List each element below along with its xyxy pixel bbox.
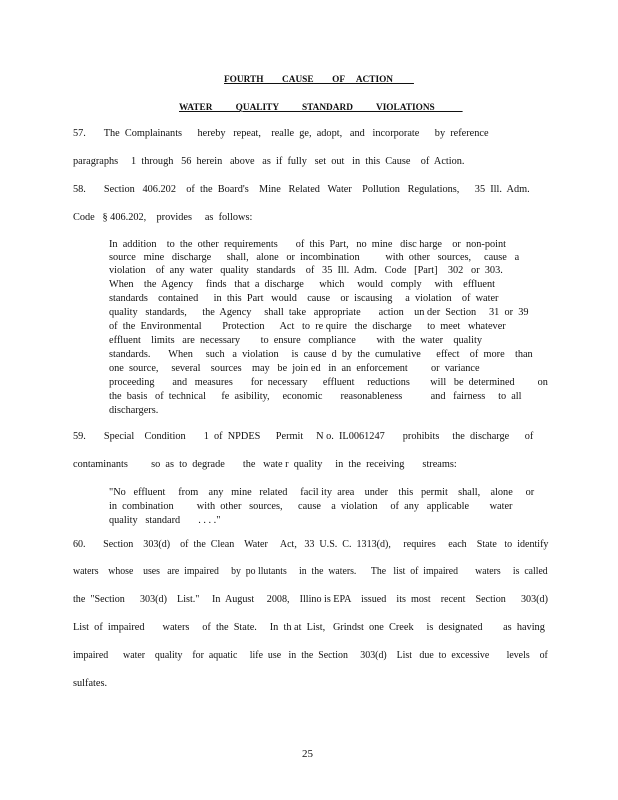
block-quote-59-line: "No effluent from any mine related facil ity area under this permit shall, alone or [109, 487, 535, 498]
heading-cause-of-action: FOURTH CAUSE OF ACTION [224, 75, 414, 85]
paragraph-59-line-2: contaminants so as to degrade the wate r quality in the receiving streams: [73, 459, 457, 470]
block-quote-58-line: the basis of technical fe asibility, economic reasonableness and fairness to all [109, 391, 522, 402]
block-quote-58-line: proceeding and measures for necessary effluent reductions will be determined on [109, 377, 548, 388]
block-quote-58-line: standards. When such a violation is cause d by the cumulative effect of more than [109, 349, 533, 360]
block-quote-58-line: violation of any water quality standards of 35 Ill. Adm. Code [Part] 302 or 303. [109, 265, 503, 276]
paragraph-60-line: sulfates. [73, 678, 108, 689]
block-quote-58-line: source mine discharge shall, alone or incombination with other sources, cause a [109, 252, 520, 263]
paragraph-57-line-2: paragraphs 1 through 56 herein above as if fully set out in this Cause of Action. [73, 156, 465, 167]
paragraph-57-line-1: 57. The Complainants hereby repeat, realle ge, adopt, and incorporate by reference [73, 128, 489, 139]
paragraph-60-line: 60. Section 303(d) of the Clean Water Act, 33 U.S. C. 1313(d), requires each State to identify [73, 539, 549, 550]
block-quote-59-line: in combination with other sources, cause a violation of any applicable water [109, 501, 513, 512]
paragraph-59-line-1: 59. Special Condition 1 of NPDES Permit N o. IL0061247 prohibits the discharge of [73, 431, 534, 442]
heading-violations: WATER QUALITY STANDARD VIOLATIONS [179, 103, 463, 113]
block-quote-58-line: effluent limits are necessary to ensure compliance with the water quality [109, 335, 482, 346]
paragraph-58-line-1: 58. Section 406.202 of the Board's Mine Related Water Pollution Regulations, 35 Ill. Adm. [73, 184, 530, 195]
page-number: 25 [302, 748, 313, 760]
paragraph-60-line: impaired water quality for aquatic life use in the Section 303(d) List due to excessive levels of [73, 650, 548, 661]
block-quote-59-line: quality standard . . . ." [109, 515, 221, 526]
block-quote-58-line: standards contained in this Part would cause or iscausing a violation of water [109, 293, 499, 304]
block-quote-58-line: quality standards, the Agency shall take appropriate action un der Section 31 or 39 [109, 307, 529, 318]
paragraph-58-line-2: Code § 406.202, provides as follows: [73, 212, 253, 223]
block-quote-58-line: of the Environmental Protection Act to re quire the discharge to meet whatever [109, 321, 506, 332]
paragraph-60-line: the "Section 303(d) List." In August 2008, Illino is EPA issued its most recent Section 303(d) [73, 594, 548, 605]
block-quote-58-line: dischargers. [109, 405, 159, 416]
block-quote-58-line: When the Agency finds that a discharge which would comply with effluent [109, 279, 495, 290]
block-quote-58-line: one source, several sources may be join ed in an enforcement or variance [109, 363, 480, 374]
paragraph-60-line: List of impaired waters of the State. In th at List, Grindst one Creek is designated as having [73, 622, 545, 633]
paragraph-60-line: waters whose uses are impaired by po llutants in the waters. The list of impaired waters is called [73, 566, 548, 577]
block-quote-58-line: In addition to the other requirements of this Part, no mine disc harge or non-point [109, 239, 507, 250]
